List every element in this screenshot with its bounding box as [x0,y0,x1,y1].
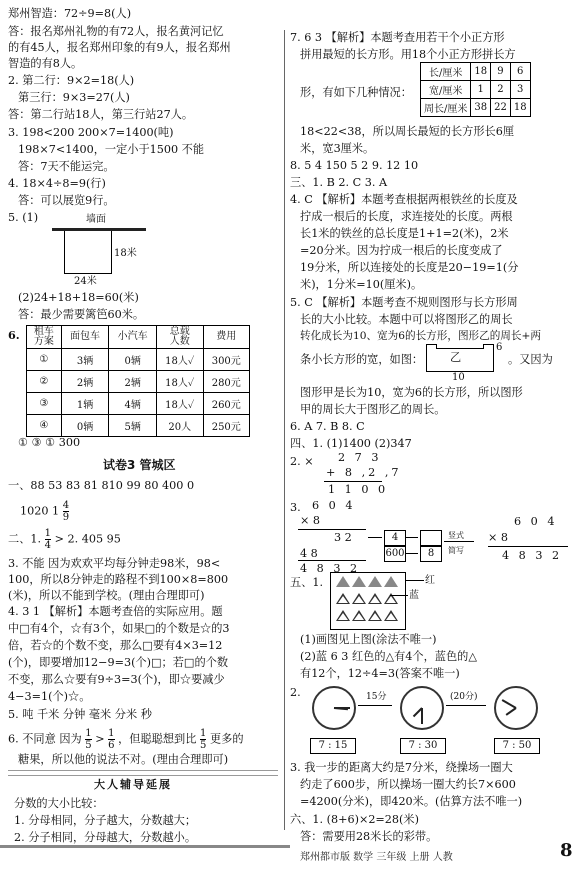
shape-notch [436,344,484,349]
table-cell: 18人✓ [156,371,203,393]
text-line: 第三行：9×3=27(人) [18,91,130,104]
yi-label: 乙 [450,351,462,364]
text-line: 约走了600步，所以操场一圈大约长7×600 [300,778,516,791]
table-cell: 宽/厘米 [421,81,471,99]
time-box: 7 : 50 [494,738,540,754]
triangle-icon [368,593,382,604]
text-line: 1. 分母相同，分子越大，分数越大； [14,814,197,827]
text-line: 3. 不能 因为欢欢平均每分钟走98米，98< [8,557,221,570]
box-8: 8 [420,546,442,562]
text-line: 郑州智造：72÷9=8(人) [8,7,132,20]
text-line: 答：可以展览9行。 [18,194,115,207]
table-cell: 6 [510,63,530,81]
table-cell: 20人 [156,415,203,437]
fraction [200,728,206,751]
triangle-icon [336,593,350,604]
table-header-cell: 小汽车 [109,326,157,349]
text-line: 转化成长为10、宽为6的长方形，图形乙的周长+两 [300,330,541,342]
text-span: 更多的 [209,732,244,746]
footer-text: 郑州都市版 数学 三年级 上册 人教 [300,852,453,863]
text-line: 倍，若☆的个数不变，那么□要有4×3=12 [8,639,223,652]
text-line: 3. 我一步的距离大约是7分米，绕操场一圈大 [290,761,513,774]
text-span: 二、1. [8,532,42,546]
table-header-cell: 费用 [203,326,249,349]
triangle-icon [368,610,382,621]
text-line: 8. 5 4 150 5 2 9. 12 10 [290,159,419,172]
side-label: 18米 [114,248,137,259]
extension-title: 大人辅导延展 [94,778,172,791]
text-line: 198×7<1400，一定小于1500 不能 [18,143,205,156]
table-cell: 18人✓ [156,349,203,371]
addend-1: 2 7 3 [338,451,382,464]
numerator: 1 [200,728,207,739]
red-label: 红 [425,575,435,586]
text-line: 长1米的铁丝的总长度是1+1=2(米)，2米 [300,227,509,240]
table-cell: 0辆 [109,349,157,371]
triangle-icon [352,610,366,621]
text-line: =20分米。因为拧成一根后的长度变成了 [300,244,503,257]
text-line: (2)24+18+18=60(米) [18,291,139,304]
table-cell: ④ [27,415,62,437]
table-row [421,99,531,117]
minute-hand [502,699,517,709]
text-line: 形，有如下几种情况： [300,86,412,99]
fence-rect [64,231,112,274]
box-4: 4 [384,530,406,546]
triangle-icon [336,576,350,587]
text-line: 5. (1) [8,211,39,224]
text-line: 条小长方形的宽，如图： [300,353,424,366]
clock-icon [400,686,444,730]
text-line [20,500,69,523]
mult-op: × 8 [300,514,321,527]
text-span: 6. 不同意 因为 [8,732,82,746]
table-cell: 4辆 [109,393,157,415]
text-line: 的有45人，报名郑州印象的有9人，报名郑州 [8,41,231,54]
text-line: 2. 第二行：9×2=18(人) [8,74,135,87]
table-cell: 5辆 [109,415,157,437]
table-cell: 2辆 [109,371,157,393]
text-line: 答：第二行站18人，第三行站27人。 [8,108,194,121]
footer-wave [0,845,290,848]
table-cell: 300元 [203,349,249,371]
text-line: 19分米，所以连接处的长度是20−19=1(分 [300,261,519,274]
text-line: (个)，即要增加12−9=3(个)□；若□的个数 [8,656,229,669]
mult2-line [488,546,568,547]
text-line: 有12个，12÷4=3(答案不唯一) [300,667,460,680]
text-line: 7. 6 3 【解析】本题考查用若干个小正方形 [290,31,505,44]
shushi-label: 竖式 [448,531,464,540]
table-cell: 260元 [203,393,249,415]
mult-top: 6 0 4 [312,499,356,512]
numerator: 1 [108,728,115,739]
mult2-top: 6 0 4 [514,515,558,528]
triangle-icon [384,576,398,587]
table-row [27,393,250,415]
ten-label: 10 [452,372,465,383]
table-cell: 1 [471,81,491,99]
product: 4 8 3 2 [300,562,361,575]
numerator: 4 [62,500,70,511]
arrow [444,541,474,542]
table-cell: 22 [491,99,511,117]
time-box: 7 : 15 [310,738,356,754]
text-line: 六、1. (8+6)×2=28(米) [290,813,419,826]
table-cell: 周长/厘米 [421,99,471,117]
text-line: 答：需要用28米长的彩带。 [300,830,438,843]
text-line: 糖果，所以他的说法不对。(理由合理即可) [18,753,229,766]
minute-hand [421,708,423,724]
triangle-icon [352,576,366,587]
text-span: > 2. 405 95 [54,532,121,546]
table-cell: ① [27,349,62,371]
text-line: 米，宽3厘米。 [300,142,375,155]
text-line: 4. 3 1 【解析】本题考查倍的实际应用。题 [8,605,223,618]
text-line: (1)画图见上图(涂法不唯一) [300,633,437,646]
text-line: 4−3=1(个)☆。 [8,690,91,703]
rental-table [26,325,250,437]
text-line: 18<22<38，所以周长最短的长方形长6厘 [300,125,515,138]
denominator: 6 [108,740,115,751]
table-row [27,371,250,393]
text-line: 5. C 【解析】本题考查不规则图形与长方形周 [290,296,518,309]
interval-15: 15分 [366,692,387,702]
table-cell: 1辆 [61,393,109,415]
text-line: 三、1. B 2. C 3. A [290,176,388,189]
mult-line [298,529,366,530]
box-600: 600 [384,546,406,562]
fraction [85,728,91,751]
sum: 1 1 0 0 [328,483,389,496]
table-cell: 18人✓ [156,393,203,415]
text-line: 6. A 7. B 8. C [290,420,365,433]
text-line [8,528,121,551]
box-8-top [420,530,442,546]
text-line: 一、88 53 83 81 810 99 80 400 0 [8,479,195,492]
table-cell: 280元 [203,371,249,393]
column-divider [284,30,285,830]
text-line: 100，所以8分钟走的路程不到100×8=800 [8,573,229,586]
table-row [421,81,531,99]
table-cell: 长/厘米 [421,63,471,81]
table-cell: 9 [491,63,511,81]
table-row [27,415,250,437]
table-header-row [27,326,250,349]
blue-label: 蓝 [409,590,419,601]
table-cell: ③ [27,393,62,415]
arrow [406,553,418,554]
addend-2: + 8 ,2 ,7 [326,466,402,479]
text-span: ，但聪聪想到比 [118,732,197,746]
bottom-label: 24米 [74,276,97,287]
table-cell: 2辆 [61,371,109,393]
text-line: 五、1. [290,576,324,589]
table-cell: ② [27,371,62,393]
fraction [108,728,114,751]
rectangle-table [420,62,531,117]
table-header-cell: 总载 人数 [156,326,203,349]
clock-icon [312,686,356,730]
text-line: 2. 分子相同，分母越大，分数越小。 [14,831,197,844]
partial-48: 4 8 [300,547,318,560]
denominator: 9 [62,512,70,523]
table-header-cell: 面包车 [61,326,109,349]
table-cell: 38 [471,99,491,117]
label-pointer [390,595,408,596]
six-label: 6 [496,342,503,353]
triangle-icon [352,593,366,604]
question-number: 6. [8,328,20,342]
text-line: 2. [290,686,301,699]
table-row [27,349,250,371]
text-line: ① ③ ① 300 [18,436,81,449]
text-line: 4. C 【解析】本题考查根据两根铁丝的长度及 [290,193,518,206]
text-line: 智造的有8人。 [8,57,83,70]
text-line: 拧成一根后的长度，求连接处的长度。两根 [300,210,513,223]
table-cell: 18 [510,99,530,117]
text-span: 1020 1 [20,504,60,518]
text-line: 。又因为 [508,353,553,366]
text-line: 不变，那么☆要有9÷3=3(个)，即☆要减少 [8,673,225,686]
triangle-icon [384,610,398,621]
table-cell: 0辆 [61,415,109,437]
text-line: 拼用最短的长方形。用18个小正方形拼长方 [300,48,516,61]
denominator: 4 [44,540,51,551]
table-header-cell: 租车 方案 [27,326,62,349]
page-number: 8 [560,840,573,861]
fraction [45,528,51,551]
text-line: 答：最少需要篱笆60米。 [18,308,145,321]
table-cell: 18 [471,63,491,81]
text-line: 5. 吨 千米 分钟 毫米 分米 秒 [8,708,152,721]
wall-label: 墙面 [86,214,106,225]
table-cell: 250元 [203,415,249,437]
mult2-op: × 8 [488,531,509,544]
paper-title: 试卷3 管城区 [103,458,176,472]
arrow [446,705,486,706]
denominator: 5 [200,740,207,751]
arrow [358,705,392,706]
numerator: 1 [85,728,92,739]
fraction [63,500,69,523]
interval-20: (20分) [450,692,478,702]
text-line: 答：7天不能运完。 [18,160,115,173]
minute-hand [334,707,350,709]
triangle-icon [336,610,350,621]
partial-32: 3 2 [334,531,352,544]
text-line: (2)蓝 6 3 红色的△有4个，蓝色的△ [300,650,477,663]
text-line: 3. [290,501,301,514]
table-cell: 3 [510,81,530,99]
text-line: 2. × [290,455,314,468]
arrow [368,537,382,538]
text-line: 长的大小比较。本题中可以将图形乙的周长 [300,313,513,326]
table-cell: 2 [491,81,511,99]
triangle-icon [368,576,382,587]
label-pointer [406,580,424,581]
table-row [421,63,531,81]
time-box: 7 : 30 [400,738,446,754]
text-line: 分数的大小比较： [14,797,104,810]
text-line: 4. 18×4÷8=9(行) [8,177,106,190]
arrow [406,537,418,538]
text-line: =4200(分米)，即420米。(估算方法不唯一) [300,795,523,808]
text-line: 3. 198<200 200×7=1400(吨) [8,126,174,139]
text-line: 四、1. (1)1400 (2)347 [290,437,412,450]
denominator: 5 [85,740,92,751]
text-line: 答：报名郑州礼物的有72人，报名黄河记忆 [8,25,224,38]
table-cell: 3辆 [61,349,109,371]
numerator: 1 [44,528,51,539]
text-line: 图形甲是长为10，宽为6的长方形，所以图形 [300,386,523,399]
clock-icon [494,686,538,730]
text-line: 6. 不同意 因为 $\frac{1}{5}$ > $\frac{1}{6}$ ，但聪聪想到比 $\frac{1}{5}$ 更多的 [8,728,244,751]
mult2-product: 4 8 3 2 [502,549,563,562]
text-line: 甲的周长大于图形乙的周长。 [300,403,446,416]
text-line: 米)，1分米=10(厘米)。 [300,278,423,291]
text-line: (米)，所以不能到学校。(理由合理即可) [8,589,205,602]
jiandang-label: 简写 [448,546,464,555]
text-line: 中□有4个，☆有3个，如果□的个数是☆的3 [8,622,230,635]
